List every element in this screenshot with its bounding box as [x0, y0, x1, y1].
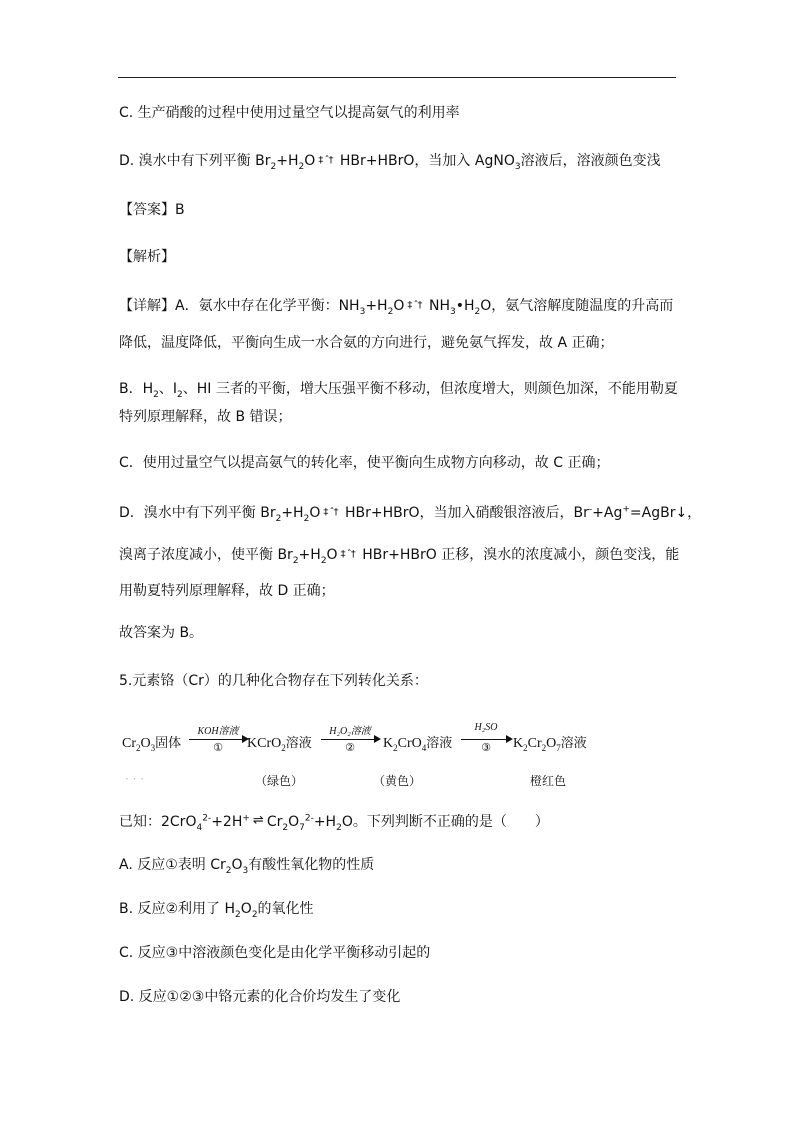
- text: +2H: [211, 814, 243, 830]
- color-label-orange-red: 橙红色: [530, 774, 567, 788]
- subscript: 2: [320, 555, 327, 566]
- subscript: 2: [541, 742, 547, 753]
- subscript: 2: [282, 822, 289, 833]
- option-c: C. 生产硝酸的过程中使用过量空气以提高氨气的利用率: [119, 105, 460, 121]
- reagent-label: KOH溶液: [197, 726, 239, 737]
- detail-d-line1: [119, 504, 701, 522]
- equilibrium-sign: ‡ ˆ†: [323, 507, 338, 518]
- subscript: 3: [242, 865, 249, 876]
- subscript: 7: [556, 742, 561, 753]
- text: =AgBr↓，: [629, 505, 702, 521]
- text: O: [309, 505, 321, 521]
- compound-kcro2: [247, 732, 312, 752]
- text: KCrO: [247, 736, 282, 751]
- color-label-dots: · · ·: [125, 772, 145, 786]
- subscript: 2: [225, 865, 232, 876]
- superscript: 2-: [202, 813, 212, 824]
- text: +H: [365, 298, 388, 314]
- subscript: 2: [136, 742, 141, 753]
- subscript: 2: [336, 822, 342, 833]
- subscript: 2: [281, 742, 286, 753]
- text: D. 溴水中有下列平衡 Br: [119, 153, 271, 169]
- detail-a-line1: [119, 297, 673, 315]
- subscript: 2: [251, 909, 258, 920]
- text: 已知：2CrO: [119, 814, 197, 830]
- compound-cr2o3: [122, 732, 181, 752]
- text: O，氨气溶解度随温度的升高而: [480, 298, 674, 314]
- text: O: [240, 901, 252, 917]
- subscript: 3: [514, 161, 521, 172]
- text: HBr+HBrO 正移，溴水的浓度减小，颜色变浅，能: [357, 547, 680, 563]
- text: CrO: [397, 736, 422, 751]
- q5-option-c: C. 反应③中溶液颜色变化是由化学平衡移动引起的: [119, 945, 431, 961]
- subscript: 2: [393, 742, 398, 753]
- text: 溶液: [426, 736, 453, 751]
- subscript: 2: [275, 513, 282, 524]
- reaction-arrow-3: [461, 722, 511, 762]
- text: 有酸性氧化物的性质: [248, 857, 375, 873]
- text: +Ag: [592, 505, 623, 521]
- conclusion: 故答案为 B。: [119, 625, 204, 641]
- subscript: 2: [474, 306, 481, 317]
- text: O: [288, 814, 300, 830]
- text: 【详解】A．氨水中存在化学平衡：NH: [119, 298, 360, 314]
- text: Cr: [122, 736, 136, 751]
- color-label-green: （绿色）: [255, 774, 304, 788]
- reaction-arrow-1: [189, 722, 247, 762]
- known-condition: [119, 812, 549, 831]
- text: D．溴水中有下列平衡 Br: [119, 505, 276, 521]
- subscript: 2: [235, 909, 241, 920]
- text: +H: [313, 814, 337, 830]
- detail-c-line: C．使用过量空气以提高氨气的转化率，使平衡向生成物方向移动，故 C 正确；: [119, 455, 610, 471]
- detail-a-line2: 降低，温度降低，平衡向生成一水合氨的方向进行，避免氨气挥发，故 A 正确；: [119, 335, 614, 351]
- text: •H: [455, 298, 475, 314]
- equilibrium-sign: ‡ ˆ†: [407, 300, 422, 311]
- text: K: [383, 736, 394, 751]
- text: B. 反应②利用了 H: [119, 901, 236, 917]
- subscript: 2: [177, 389, 183, 400]
- subscript: 3: [359, 306, 366, 317]
- analysis-heading: 【解析】: [119, 249, 175, 265]
- text: HBr+HBrO，当加入硝酸银溶液后，Br: [340, 505, 589, 521]
- detail-b-line1: [119, 380, 678, 398]
- detail-b-line2: 特列原理解释，故 B 错误；: [119, 409, 292, 425]
- text: O。下列判断不正确的是（ ）: [341, 814, 549, 830]
- text: O: [231, 857, 243, 873]
- detail-d-line2: [119, 546, 679, 564]
- text: 溶液: [560, 736, 587, 751]
- text: +H: [298, 547, 321, 563]
- header-rule: [118, 77, 676, 78]
- reaction-arrow-2: [321, 722, 379, 762]
- text: +H: [281, 505, 304, 521]
- superscript: -: [588, 504, 593, 515]
- subscript: 3: [150, 742, 156, 753]
- subscript: 7: [299, 822, 305, 833]
- compound-k2cr2o7: [513, 732, 587, 752]
- compound-k2cro4: [383, 732, 452, 752]
- step-number: ③: [481, 741, 491, 754]
- subscript: 4: [196, 822, 203, 833]
- text: O: [140, 736, 151, 751]
- text: O: [304, 153, 316, 169]
- reagent-label: H₂O₂溶液: [329, 726, 371, 737]
- subscript: 3: [449, 306, 456, 317]
- arrow-shaft: [321, 739, 379, 740]
- question-5-stem: 5.元素铬（Cr）的几种化合物存在下列转化关系：: [119, 673, 428, 689]
- text: Cr: [266, 814, 283, 830]
- text: 溶液: [285, 736, 312, 751]
- text: +H: [276, 153, 299, 169]
- equilibrium-sign: ⇌: [252, 813, 264, 828]
- text: K: [513, 736, 524, 751]
- text: Cr: [527, 736, 542, 751]
- text: 溶液后，溶液颜色变浅: [520, 153, 661, 169]
- equilibrium-sign: ‡ ˆ†: [340, 549, 355, 560]
- subscript: 2: [270, 161, 277, 172]
- text: 固体: [155, 736, 182, 751]
- step-number: ②: [345, 741, 355, 754]
- superscript: 2-: [304, 813, 314, 824]
- q5-option-b: [119, 900, 314, 918]
- subscript: 2: [153, 389, 159, 400]
- option-d: [119, 152, 661, 170]
- answer: 【答案】B: [119, 202, 185, 218]
- step-number: ①: [213, 741, 223, 754]
- reagent-label: H₂SO: [474, 722, 498, 733]
- superscript: +: [242, 813, 250, 824]
- text: HBr+HBrO，当加入 AgNO: [335, 153, 515, 169]
- equilibrium-sign: ‡ ˆ†: [318, 155, 333, 166]
- q5-option-d: D. 反应①②③中铬元素的化合价均发生了变化: [119, 989, 401, 1005]
- superscript: +: [622, 504, 630, 515]
- subscript: 2: [387, 306, 394, 317]
- detail-d-line3: 用勒夏特列原理解释，故 D 正确；: [119, 583, 335, 599]
- text: 、HI 三者的平衡，增大压强平衡不移动，但浓度增大，则颜色加深，不能用勒夏: [182, 381, 678, 397]
- text: O: [546, 736, 557, 751]
- text: O: [393, 298, 405, 314]
- arrow-shaft: [189, 739, 247, 740]
- text: 的氧化性: [257, 901, 314, 917]
- arrow-shaft: [461, 739, 511, 740]
- color-label-yellow: （黄色）: [373, 774, 422, 788]
- subscript: 2: [298, 161, 305, 172]
- subscript: 4: [421, 742, 427, 753]
- text: NH: [424, 298, 450, 314]
- subscript: 2: [303, 513, 310, 524]
- q5-option-a: [119, 856, 374, 874]
- text: A. 反应①表明 Cr: [119, 857, 226, 873]
- text: 、I: [158, 381, 178, 397]
- reaction-scheme: [119, 722, 619, 792]
- subscript: 2: [523, 742, 528, 753]
- text: 溴离子浓度减小，使平衡 Br: [119, 547, 293, 563]
- text: B．H: [119, 381, 154, 397]
- text: O: [326, 547, 338, 563]
- subscript: 2: [292, 555, 299, 566]
